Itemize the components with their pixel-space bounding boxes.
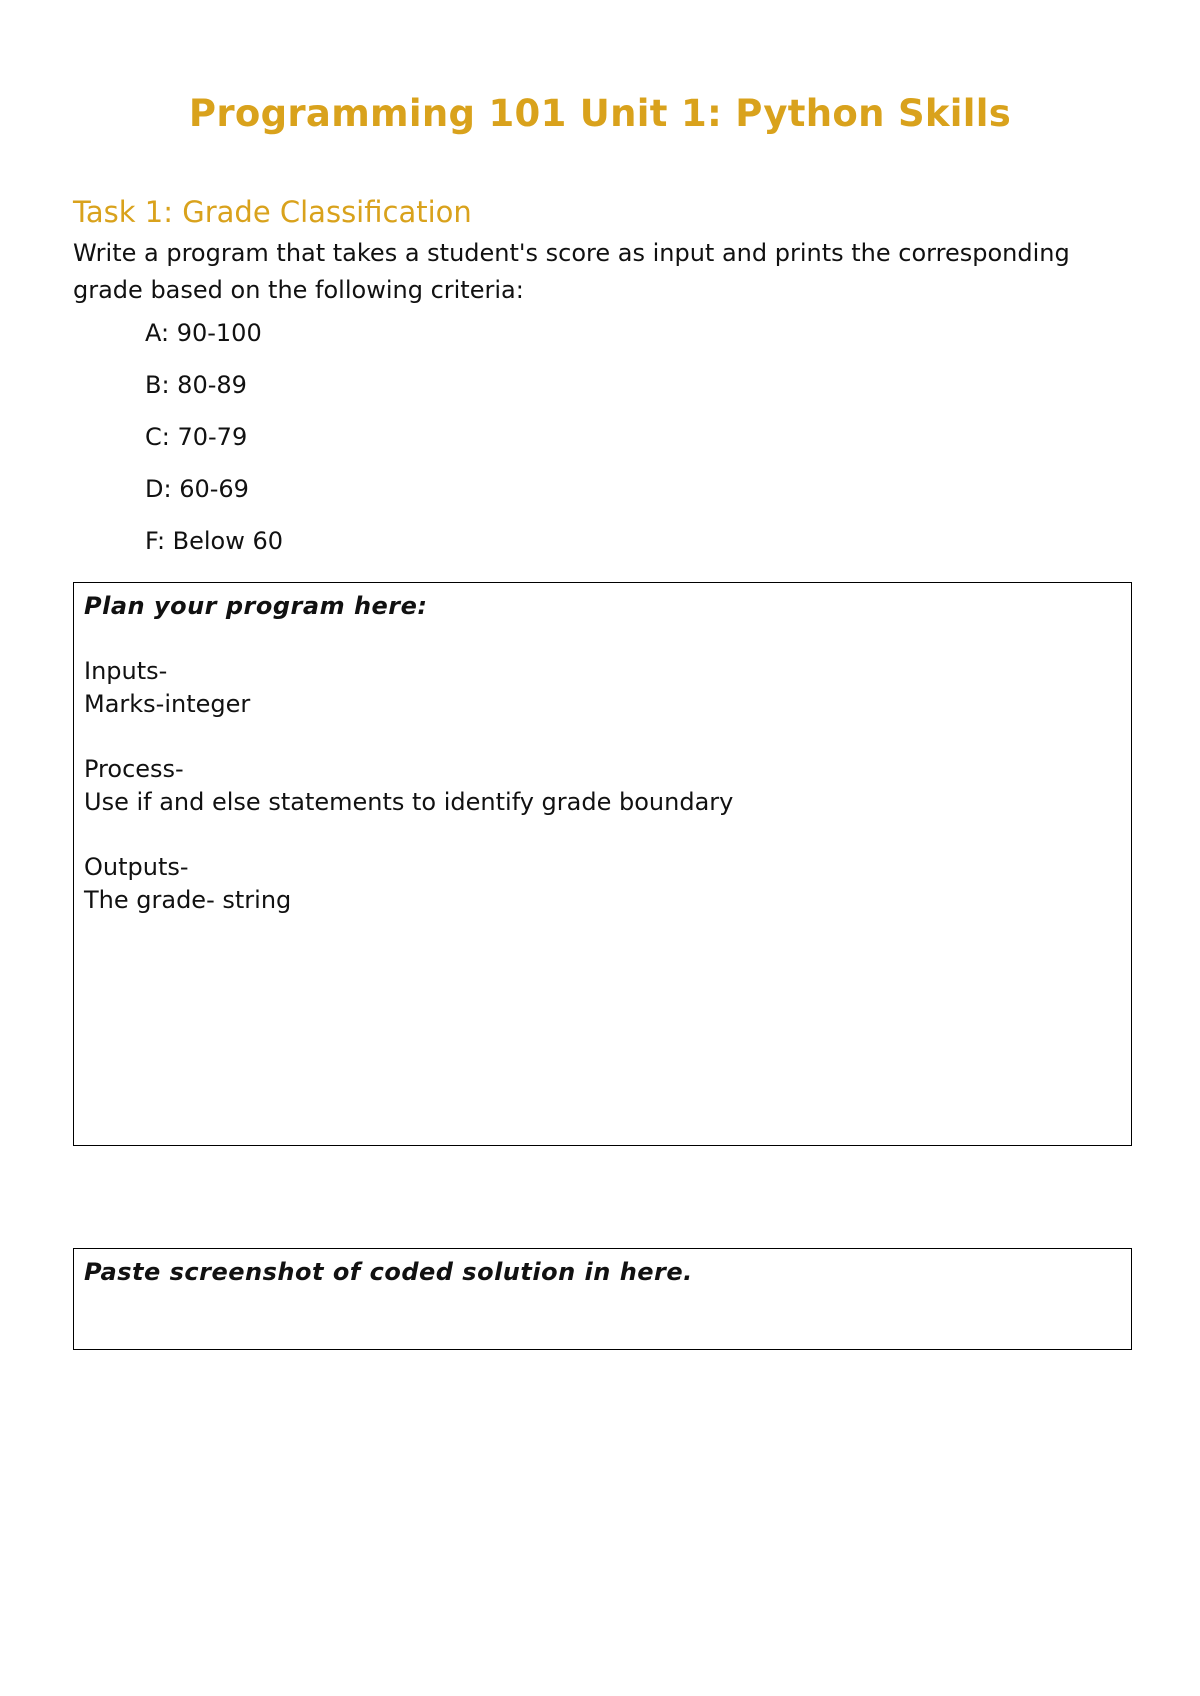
- screenshot-box-heading: Paste screenshot of coded solution in here.: [84, 1258, 693, 1286]
- page-title: Programming 101 Unit 1: Python Skills: [188, 92, 1012, 135]
- criteria-item-f: F: Below 60: [145, 527, 284, 555]
- screenshot-solution-box[interactable]: [73, 1248, 1132, 1350]
- inputs-value: Marks-integer: [84, 690, 251, 718]
- grade-criteria-list: [145, 318, 283, 578]
- outputs-label: Outputs-: [84, 853, 189, 881]
- plan-outputs-section: [84, 851, 1121, 917]
- plan-inputs-section: [84, 655, 1121, 721]
- criteria-item-c: C: 70-79: [145, 423, 248, 451]
- process-value: Use if and else statements to identify grade boundary: [84, 788, 734, 816]
- task-heading: Task 1: Grade Classification: [73, 195, 472, 229]
- plan-process-section: [84, 753, 1121, 819]
- criteria-item-d: D: 60-69: [145, 475, 249, 503]
- plan-box-heading: Plan your program here:: [84, 592, 428, 620]
- inputs-label: Inputs-: [84, 657, 168, 685]
- plan-program-box[interactable]: [73, 582, 1132, 1146]
- task-description: Write a program that takes a student's score as input and prints the corresponding grade based on the following criteria:: [73, 239, 1070, 304]
- criteria-item-b: B: 80-89: [145, 371, 247, 399]
- criteria-item-a: A: 90-100: [145, 319, 262, 347]
- process-label: Process-: [84, 755, 184, 783]
- outputs-value: The grade- string: [84, 886, 292, 914]
